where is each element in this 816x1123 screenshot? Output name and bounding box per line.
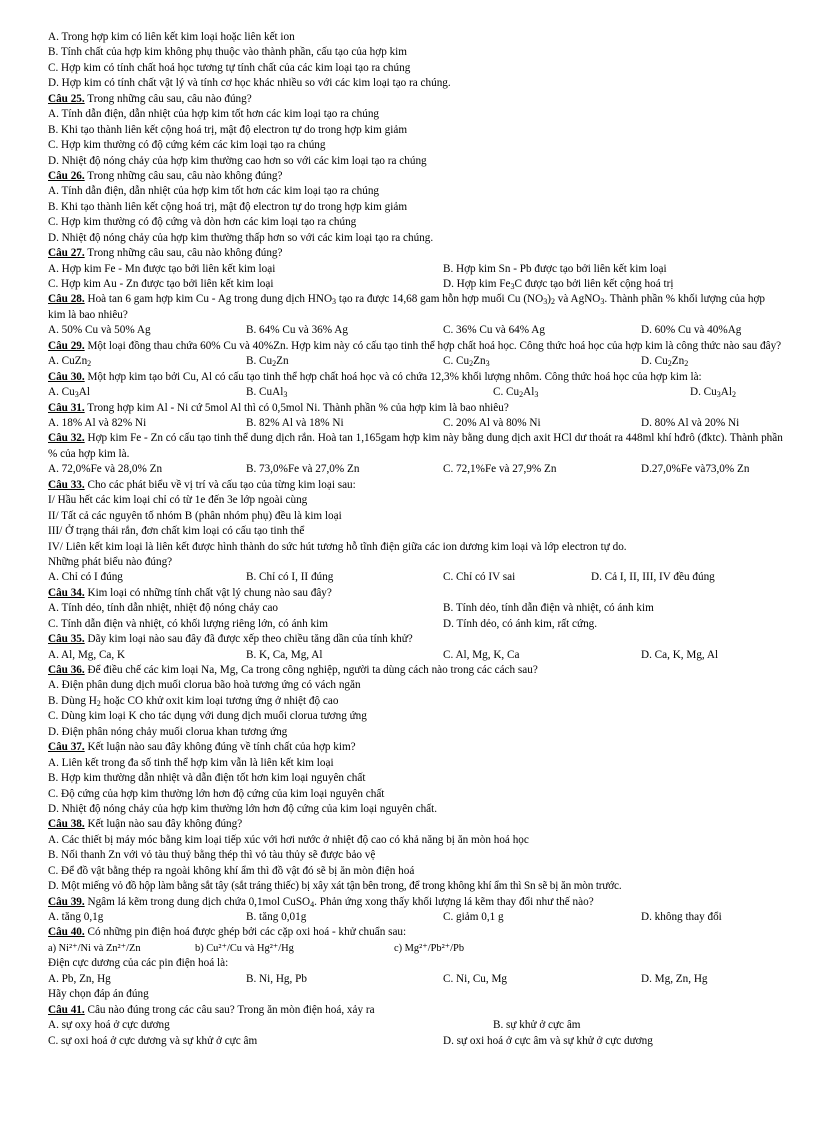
option-line: C. Dùng kim loại K cho tác dụng với dung dịch muối clorua tương ứng bbox=[48, 710, 367, 723]
statement-line: IV/ Liên kết kim loại là liên kết được hình thành do sức hút tương hỗ tĩnh điện giữa các ion dương kim loại và lớp electron tự do. bbox=[48, 540, 627, 553]
options-row bbox=[48, 972, 783, 987]
question-32 bbox=[48, 431, 783, 462]
question-text: Trong những câu sau, câu nào không đúng? bbox=[84, 247, 283, 260]
statement-line: III/ Ở trạng thái rắn, đơn chất kim loại có cấu tạo tinh thể bbox=[48, 525, 305, 538]
pair-c: c) Mg²⁺/Pb²⁺/Pb bbox=[394, 942, 465, 954]
instruction-line: Hãy chọn đáp án đúng bbox=[48, 988, 149, 1001]
question-number: Câu 32. bbox=[48, 432, 85, 445]
option-a: A. Hợp kim Fe - Mn được tạo bởi liên kết kim loại bbox=[48, 262, 276, 275]
option-b: B. CuAl$_3$ bbox=[246, 386, 288, 400]
question-28: Câu 28. Hoà tan 6 gam hợp kim Cu - Ag trong dung dịch $HNO_3$ tạo ra được 14,68 gam hỗn hợp muối Cu $(NO_3)_2$ và AgNO$_3$. Thành phần % khối lượng của hợp kim là bao nhiêu? bbox=[48, 293, 766, 321]
option-d: D. Mg, Zn, Hg bbox=[641, 972, 708, 985]
option-c: C. 72,1%Fe và 27,9% Zn bbox=[443, 463, 557, 476]
question-number: Câu 31. bbox=[48, 401, 85, 414]
options-row bbox=[48, 462, 783, 477]
question-number: Câu 37. bbox=[48, 741, 85, 754]
question-number: Câu 33. bbox=[48, 478, 85, 491]
question-number: Câu 38. bbox=[48, 818, 85, 831]
question-number: Câu 34. bbox=[48, 586, 85, 599]
option-b: B. 64% Cu và 36% Ag bbox=[246, 324, 348, 337]
statement-line: II/ Tất cả các nguyên tố nhóm B (phân nhóm phụ) đều là kim loại bbox=[48, 509, 342, 522]
question-text: Cho các phát biểu về vị trí và cấu tạo của từng kim loại sau: bbox=[84, 478, 356, 491]
option-line: C. Hợp kim có tính chất hoá học tương tự tính chất của các kim loại tạo ra chúng bbox=[48, 61, 411, 74]
options-row bbox=[48, 277, 783, 292]
options-row bbox=[48, 910, 783, 925]
option-line: A. Trong hợp kim có liên kết kim loại hoặc liên kết ion bbox=[48, 31, 295, 43]
pair-b: b) Cu²⁺/Cu và Hg²⁺/Hg bbox=[195, 942, 294, 954]
option-line: D. Nhiệt độ nóng chảy của hợp kim thường cao hơn so với các kim loại tạo ra chúng bbox=[48, 154, 427, 167]
question-text: Dãy kim loại nào sau đây đã được xếp theo chiều tăng dần của tính khử? bbox=[84, 633, 413, 646]
option-line: C. Độ cứng của hợp kim thường lớn hơn độ cứng của kim loại nguyên chất bbox=[48, 787, 385, 800]
question-26 bbox=[48, 169, 783, 184]
option-line: B. Khi tạo thành liên kết cộng hoá trị, mật độ electron tự do trong hợp kim giảm bbox=[48, 200, 408, 213]
options-row bbox=[48, 385, 783, 400]
question-35 bbox=[48, 632, 783, 647]
option-d: D. Ca, K, Mg, Al bbox=[641, 648, 719, 661]
option-d: D. không thay đổi bbox=[641, 911, 722, 924]
option-line: C. Hợp kim thường có độ cứng và dòn hơn các kim loại tạo ra chúng bbox=[48, 216, 357, 229]
option-c: C. Tính dẫn điện và nhiệt, có khối lượng riêng lớn, có ánh kim bbox=[48, 617, 328, 630]
option-line: B. Hợp kim thường dẫn nhiệt và dẫn điện tốt hơn kim loại nguyên chất bbox=[48, 772, 366, 785]
option-a: A. Al, Mg, Ca, K bbox=[48, 648, 126, 661]
question-text: Hợp kim Fe - Zn có cấu tạo tinh thể dung dịch rắn. Hoà tan 1,165gam hợp kim này bằng dung dịch axit HCl dư thoát ra 448ml khí hđrô (đktc). Thành phần % của hợp kim là. bbox=[48, 432, 783, 460]
question-33 bbox=[48, 478, 783, 493]
option-line: B. Dùng $H_2$ hoặc CO khử oxit kim loại tương ứng ở nhiệt độ cao bbox=[48, 694, 339, 708]
option-line: A. Các thiết bị máy móc bằng kim loại tiếp xúc với hơi nước ở nhiệt độ cao có khả năng bị ăn mòn hoá học bbox=[48, 833, 529, 846]
option-line: D. Điện phân nóng chảy muối clorua khan tương ứng bbox=[48, 725, 288, 738]
question-text: Một loại đồng thau chứa 60% Cu và 40%Zn. Hợp kim này có cấu tạo tinh thể hợp chất hoá học. Công thức hoá học của hợp kim là công thức nào sau đây? bbox=[84, 339, 782, 352]
options-row bbox=[48, 262, 783, 277]
option-line: A. Tính dẫn điện, dẫn nhiệt của hợp kim tốt hơn các kim loại tạo ra chúng bbox=[48, 108, 380, 121]
pairs-row bbox=[48, 941, 783, 956]
option-c: C. Hợp kim Au - Zn được tạo bởi liên kết kim loại bbox=[48, 278, 274, 290]
options-row bbox=[48, 601, 783, 616]
question-29 bbox=[48, 339, 783, 354]
question-text: Kết luận nào sau đây không đúng về tính chất của hợp kim? bbox=[84, 741, 356, 754]
option-line: C. Hợp kim thường có độ cứng kém các kim loại tạo ra chúng bbox=[48, 139, 326, 152]
option-c: C. Al, Mg, K, Ca bbox=[443, 648, 520, 661]
question-number: Câu 36. bbox=[48, 664, 85, 677]
option-b: B. 73,0%Fe và 27,0% Zn bbox=[246, 463, 360, 476]
option-b: B. sự khử ở cực âm bbox=[493, 1019, 581, 1032]
question-text: Trong hợp kim Al - Ni cứ 5mol Al thì có 0,5mol Ni. Thành phần % của hợp kim là bao nhiêu? bbox=[84, 401, 509, 414]
option-line: B. Khi tạo thành liên kết cộng hoá trị, mật độ electron tự do trong hợp kim giảm bbox=[48, 123, 408, 136]
option-c: C. Ni, Cu, Mg bbox=[443, 972, 508, 985]
option-line: D. Nhiệt độ nóng chảy của hợp kim thường thấp hơn so với các kim loại tạo ra chúng. bbox=[48, 231, 434, 244]
option-d: D. sự oxi hoá ở cực âm và sự khử ở cực dương bbox=[443, 1034, 653, 1047]
option-a: A. 50% Cu và 50% Ag bbox=[48, 324, 151, 337]
option-d: D. 60% Cu và 40%Ag bbox=[641, 324, 742, 337]
question-text: Để điều chế các kim loại Na, Mg, Ca trong công nghiệp, người ta dùng cách nào trong các cách sau? bbox=[84, 664, 538, 677]
question-text: Một hợp kim tạo bởi Cu, Al có cấu tạo tinh thể hợp chất hoá học và có chứa 12,3% khối lượng nhôm. Công thức hoá học của hợp kim là: bbox=[84, 370, 702, 383]
pair-a: a) Ni²⁺/Ni và Zn²⁺/Zn bbox=[48, 942, 141, 954]
question-prompt: Những phát biểu nào đúng? bbox=[48, 555, 173, 568]
option-line: D. Một miếng vỏ đồ hộp làm bằng sắt tây (sắt tráng thiếc) bị xây xát tận bên trong, để trong không khí ẩm thì Sn sẽ bị ăn mòn trước. bbox=[48, 880, 622, 893]
option-b: B. tăng 0,01g bbox=[246, 911, 307, 924]
question-text: Câu nào đúng trong các câu sau? Trong ăn mòn điện hoá, xảy ra bbox=[84, 1003, 375, 1016]
question-41 bbox=[48, 1003, 783, 1018]
option-a: A. sự oxy hoá ở cực dương bbox=[48, 1019, 170, 1032]
option-d: D. Cả I, II, III, IV đều đúng bbox=[591, 571, 715, 584]
option-d: D. Tính dẻo, có ánh kim, rất cứng. bbox=[443, 617, 598, 630]
option-line: A. Điện phân dung dịch muối clorua bão hoà tương ứng có vách ngăn bbox=[48, 679, 361, 692]
options-row bbox=[48, 354, 783, 369]
option-d: D.27,0%Fe và73,0% Zn bbox=[641, 463, 750, 476]
question-37 bbox=[48, 740, 783, 755]
question-number: Câu 41. bbox=[48, 1003, 85, 1016]
question-text: Kết luận nào sau đây không đúng? bbox=[84, 818, 243, 831]
options-row bbox=[48, 323, 783, 338]
question-number: Câu 35. bbox=[48, 633, 85, 646]
option-a: A. $Cu_3Al$ bbox=[48, 386, 90, 400]
option-b: B. Chỉ có I, II đúng bbox=[246, 571, 334, 584]
question-34 bbox=[48, 586, 783, 601]
options-row bbox=[48, 617, 783, 632]
option-c: C. 36% Cu và 64% Ag bbox=[443, 324, 545, 337]
option-a: A. 18% Al và 82% Ni bbox=[48, 417, 147, 429]
question-number: Câu 40. bbox=[48, 926, 85, 939]
document-page bbox=[48, 30, 783, 1049]
options-row bbox=[48, 1034, 783, 1049]
option-d: D. Hợp kim $Fe_3C$ được tạo bởi liên kết cộng hoá trị bbox=[443, 278, 674, 292]
question-number: Câu 39. bbox=[48, 895, 85, 908]
option-line: B. Nối thanh Zn với vỏ tàu thuỷ bằng thép thì vỏ tàu thủy sẽ được bảo vệ bbox=[48, 849, 376, 862]
option-b: B. Tính dẻo, tính dẫn điện và nhiệt, có ánh kim bbox=[443, 602, 654, 615]
option-c: C. sự oxi hoá ở cực dương và sự khử ở cực âm bbox=[48, 1034, 258, 1047]
option-d: D. $Cu_2Zn_2$ bbox=[641, 355, 689, 369]
question-30 bbox=[48, 370, 783, 385]
option-a: A. tăng 0,1g bbox=[48, 911, 104, 924]
option-b: B. K, Ca, Mg, Al bbox=[246, 648, 323, 661]
question-number: Câu 29. bbox=[48, 339, 85, 352]
option-line: C. Để đồ vật bằng thép ra ngoài không khí ẩm thì đồ vật đó sẽ bị ăn mòn điện hoá bbox=[48, 864, 415, 877]
options-row bbox=[48, 416, 783, 431]
option-b: B. Hợp kim Sn - Pb được tạo bởi liên kết kim loại bbox=[443, 262, 667, 275]
option-b: B. $Cu_2Zn$ bbox=[246, 355, 289, 369]
option-c: C. Chỉ có IV sai bbox=[443, 571, 516, 584]
question-38 bbox=[48, 817, 783, 832]
question-36 bbox=[48, 663, 783, 678]
question-31 bbox=[48, 401, 783, 416]
options-row bbox=[48, 1018, 783, 1033]
option-line: A. Tính dẫn điện, dẫn nhiệt của hợp kim tốt hơn các kim loại tạo ra chúng bbox=[48, 185, 380, 198]
question-text: Kim loại có những tính chất vật lý chung nào sau đây? bbox=[84, 586, 332, 599]
option-c: C. giảm 0,1 g bbox=[443, 911, 504, 924]
question-25 bbox=[48, 92, 783, 107]
question-number: Câu 28. bbox=[48, 293, 85, 306]
option-c: C. 20% Al và 80% Ni bbox=[443, 417, 541, 429]
option-a: A. 72,0%Fe và 28,0% Zn bbox=[48, 463, 163, 476]
question-text: Có những pin điện hoá được ghép bởi các cặp oxi hoá - khử chuẩn sau: bbox=[84, 926, 407, 939]
option-d: D. $Cu_3Al_2$ bbox=[690, 386, 736, 400]
question-27 bbox=[48, 246, 783, 261]
option-b: B. Ni, Hg, Pb bbox=[246, 972, 307, 985]
option-a: A. Tính dẻo, tính dẫn nhiệt, nhiệt độ nóng chảy cao bbox=[48, 602, 279, 615]
question-text: Trong những câu sau, câu nào đúng? bbox=[84, 92, 252, 105]
option-c: C. $Cu_2Al_3$ bbox=[493, 386, 539, 400]
question-number: Câu 27. bbox=[48, 247, 85, 260]
question-text: Trong những câu sau, câu nào không đúng? bbox=[84, 169, 283, 182]
option-a: A. Chỉ có I đúng bbox=[48, 571, 123, 584]
option-line: D. Nhiệt độ nóng chảy của hợp kim thường lớn hơn độ cứng của kim loại nguyên chất. bbox=[48, 802, 438, 815]
question-number: Câu 30. bbox=[48, 370, 85, 383]
question-number: Câu 25. bbox=[48, 92, 85, 105]
option-a: A. CuZn$_2$ bbox=[48, 355, 92, 369]
option-line: A. Liên kết trong đa số tinh thể hợp kim vẫn là liên kết kim loại bbox=[48, 756, 334, 769]
option-d: D. 80% Al và 20% Ni bbox=[641, 417, 740, 429]
question-40 bbox=[48, 925, 783, 940]
option-line: D. Hợp kim có tính chất vật lý và tính cơ học khác nhiều so với các kim loại tạo ra chúng. bbox=[48, 77, 451, 90]
option-a: A. Pb, Zn, Hg bbox=[48, 972, 111, 985]
option-line: B. Tính chất của hợp kim không phụ thuộc vào thành phần, cấu tạo của hợp kim bbox=[48, 46, 407, 59]
options-row bbox=[48, 570, 783, 585]
options-row bbox=[48, 648, 783, 663]
question-prompt: Điện cực dương của các pin điện hoá là: bbox=[48, 957, 229, 970]
question-39: Câu 39. Ngâm lá kẽm trong dung dịch chứa 0,1mol CuSO$_4$. Phản ứng xong thấy khối lượng lá kẽm thay đổi như thế nào? bbox=[48, 895, 594, 909]
question-number: Câu 26. bbox=[48, 169, 85, 182]
statement-line: I/ Hầu hết các kim loại chỉ có từ 1e đến 3e lớp ngoài cùng bbox=[48, 494, 308, 507]
option-b: B. 82% Al và 18% Ni bbox=[246, 417, 344, 429]
option-c: C. $Cu_2Zn_3$ bbox=[443, 355, 490, 369]
